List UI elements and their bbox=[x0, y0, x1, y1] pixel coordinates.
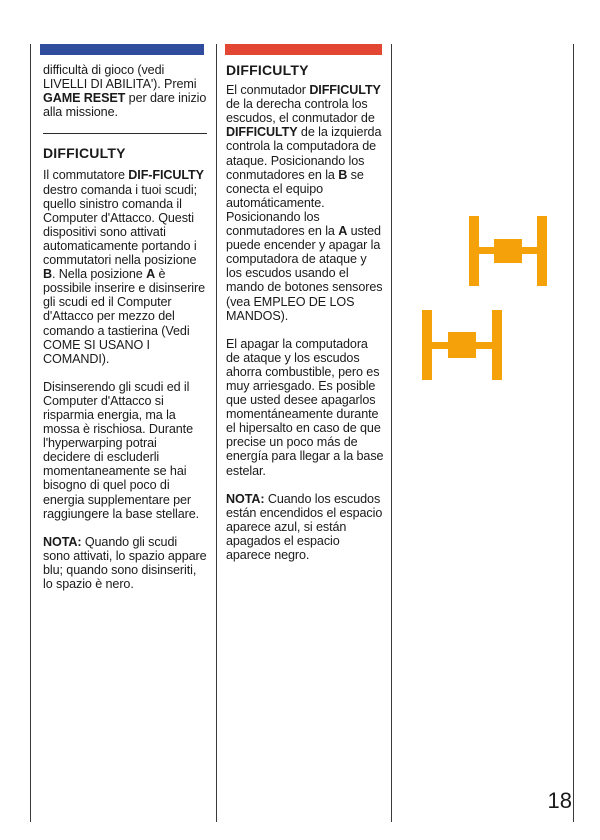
column-divider-left bbox=[30, 44, 31, 822]
ship-wing-right bbox=[492, 310, 502, 380]
italian-paragraph-1 bbox=[43, 168, 207, 365]
bold-term: DIFFICULTY bbox=[226, 125, 298, 140]
blue-color-bar bbox=[40, 44, 204, 55]
bold-term: DIFFICULTY bbox=[309, 83, 381, 98]
page-number: 18 bbox=[547, 788, 572, 813]
text-run: El conmutador bbox=[226, 83, 310, 98]
red-color-bar bbox=[225, 44, 382, 55]
text-run: Il commutatore bbox=[43, 168, 129, 183]
ship-wing-left bbox=[422, 310, 432, 380]
italian-heading: DIFFICULTY bbox=[43, 145, 126, 162]
ship-cockpit bbox=[494, 239, 522, 263]
bold-term: B bbox=[43, 267, 52, 282]
bold-term: A bbox=[338, 224, 348, 239]
bold-term: DIF-FICULTY bbox=[128, 168, 204, 183]
spanish-paragraph-1 bbox=[226, 83, 384, 323]
spanish-heading: DIFFICULTY bbox=[226, 62, 309, 78]
column-divider-far-right bbox=[573, 44, 574, 822]
ship-wing-right bbox=[537, 216, 547, 286]
text-run: de la izquierda controla la computadora de ataque. Posicionando los conmutadores en la bbox=[226, 125, 382, 182]
spanish-note bbox=[226, 492, 384, 562]
italian-paragraph-2: Disinserendo gli scudi ed il Computer d'Attacco si risparmia energia, ma la mossa è rischiosa. Durante l'hyperwarping potrai decidere di escluderli momentaneamente se hai bisogno di quel poco di energia supplementare per raggiungere la base stellare. bbox=[43, 379, 200, 521]
bold-term: B bbox=[338, 167, 348, 182]
column-divider-right bbox=[391, 44, 392, 822]
italian-column bbox=[43, 63, 207, 605]
italian-note-label: NOTA: bbox=[43, 534, 82, 549]
section-divider bbox=[43, 133, 207, 134]
tie-fighter-icon bbox=[469, 216, 547, 286]
spanish-note-text: Cuando los escudos están encendidos el espacio aparece azul, si están apagados el espacio aparece negro. bbox=[226, 491, 383, 562]
text-run: usted puede encender y apagar la computadora de ataque y los escudos usando el mando de botones sensores (vea EMPLEO DE LOS MANDOS). bbox=[226, 224, 383, 323]
italian-note-text: Quando gli scudi sono attivati, lo spazio appare blu; quando sono disinseriti, lo spazio è nero. bbox=[43, 534, 207, 591]
text-run: de la derecha controla los escudos, el conmutador de bbox=[226, 97, 375, 126]
text-run: destro comanda i tuoi scudi; quello sinistro comanda il Computer d'Attacco. Questi dispositivi sono attivati automaticamente portando i commutatori nella posizione bbox=[43, 182, 198, 268]
text-run: per dare inizio alla missione. bbox=[43, 91, 207, 120]
ship-wing-left bbox=[469, 216, 479, 286]
spanish-note-label: NOTA: bbox=[226, 491, 265, 506]
text-run: difficultà di gioco (vedi LIVELLI DI ABILITA'). Premi bbox=[43, 63, 197, 92]
column-divider-middle bbox=[216, 44, 217, 822]
bold-term: A bbox=[146, 267, 156, 282]
italian-note bbox=[43, 535, 207, 591]
tie-fighter-icon bbox=[422, 310, 502, 380]
bold-term: GAME RESET bbox=[43, 91, 126, 106]
spanish-paragraph-2: El apagar la computadora de ataque y los escudos ahorra combustible, pero es muy arriesgado. Es posible que usted desee apagarlos momentáneamente durante el hipersalto en caso de que precise un poco más de energía para llegar a la base estelar. bbox=[226, 336, 384, 478]
text-run: è possibile inserire e disinserire gli scudi ed il Computer d'Attacco per mezzo del comando a tastierina (Vedi COME SI USANO I COMANDI). bbox=[43, 267, 205, 366]
ship-cockpit bbox=[448, 332, 476, 358]
text-run: se conecta el equipo automáticamente. Posicionando los conmutadores en la bbox=[226, 167, 364, 239]
spanish-column bbox=[226, 63, 384, 576]
italian-intro-paragraph bbox=[43, 63, 207, 119]
text-run: . Nella posizione bbox=[52, 267, 147, 282]
